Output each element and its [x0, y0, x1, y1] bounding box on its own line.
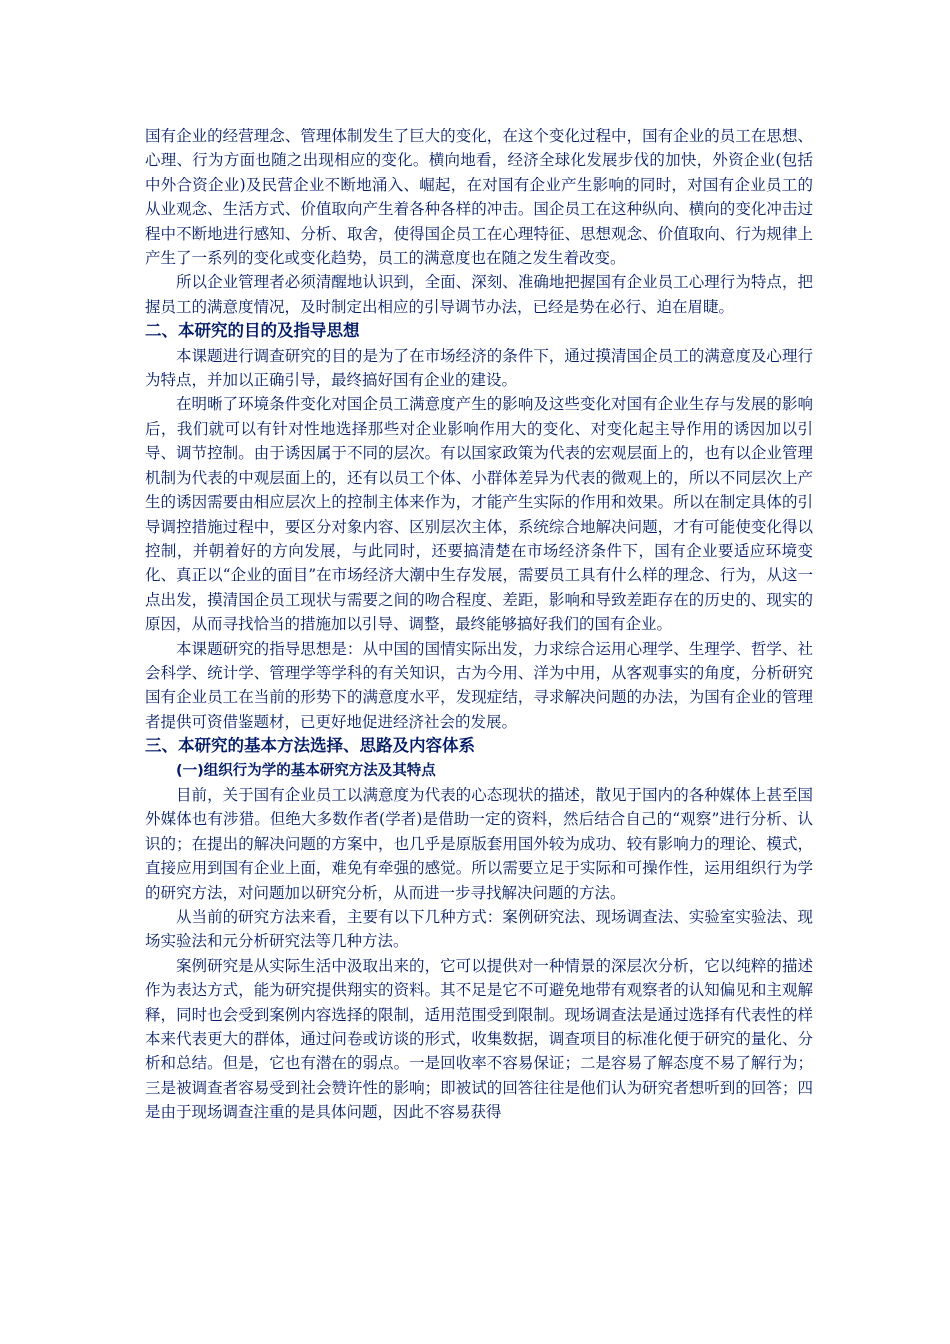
paragraph-guiding-thought: 本课题研究的指导思想是：从中国的国情实际出发，力求综合运用心理学、生理学、哲学、社会科学、统计学、管理学等学科的有关知识，古为今用、洋为中用，从客观事实的角度，分析研究国有企业员工在当前的形势下的满意度水平，发现症结，寻求解决问题的办法，为国有企业的管理者提供可资借鉴题材，已更好地促进经济社会的发展。	[145, 639, 813, 731]
section-heading-purpose: 二、本研究的目的及指导思想	[145, 321, 360, 341]
section-heading-methods: 三、本研究的基本方法选择、思路及内容体系	[145, 736, 475, 756]
paragraph-research-purpose: 本课题进行调查研究的目的是为了在市场经济的条件下，通过摸清国企员工的满意度及心理行为特点，并加以正确引导，最终搞好国有企业的建设。	[145, 346, 813, 390]
paragraph-case-and-survey: 案例研究是从实际生活中汲取出来的，它可以提供对一种情景的深层次分析，它以纯粹的描述作为表达方式，能为研究提供翔实的资料。其不足是它不可避免地带有观察者的认知偏见和主观解释，同时也会受到案例内容选择的限制，适用范围受到限制。现场调查法是通过选择有代表性的样本来代表更大的群体，通过问卷或访谈的形式，收集数据，调查项目的标准化便于研究的量化、分析和总结。但是，它也有潜在的弱点。一是回收率不容易保证；二是容易了解态度不易了解行为；三是被调查者容易受到社会赞许性的影响；即被试的回答往往是他们认为研究者想听到的回答；四是由于现场调查注重的是具体问题，因此不容易获得	[145, 956, 813, 1122]
document-page	[145, 124, 813, 1125]
paragraph-management-awareness: 所以企业管理者必须清醒地认识到，全面、深刻、准确地把握国有企业员工心理行为特点，把握员工的满意度情况，及时制定出相应的引导调节办法，已经是势在必行、迫在眉睫。	[145, 273, 813, 316]
paragraph-reform-impact: 国有企业的经营理念、管理体制发生了巨大的变化，在这个变化过程中，国有企业的员工在思想、心理、行为方面也随之出现相应的变化。横向地看，经济全球化发展步伐的加快，外资企业(包括中外合资企业)及民营企业不断地涌入、崛起，在对国有企业产生影响的同时，对国有企业员工的从业观念、生活方式、价值取向产生着各种各样的冲击。国企员工在这种纵向、横向的变化冲击过程中不断地进行感知、分析、取舍，使得国企员工在心理特征、思想观念、价值取向、行为规律上产生了一系列的变化或变化趋势，员工的满意度也在随之发生着改变。	[145, 127, 813, 268]
paragraph-method-list: 从当前的研究方法来看，主要有以下几种方式：案例研究法、现场调查法、实验室实验法、现场实验法和元分析研究法等几种方法。	[145, 908, 813, 951]
paragraph-current-descriptions: 目前，关于国有企业员工以满意度为代表的心态现状的描述，散见于国内的各种媒体上甚至国外媒体也有涉猎。但绝大多数作者(学者)是借助一定的资料，然后结合自己的“观察”进行分析、认识的；在提出的解决问题的方案中，也几乎是原版套用国外较为成功、较有影响力的理论、模式，直接应用到国有企业上面，难免有牵强的感觉。所以需要立足于实际和可操作性，运用组织行为学的研究方法，对问题加以研究分析，从而进一步寻找解决问题的方法。	[145, 785, 813, 902]
subsection-heading-ob-methods: (一)组织行为学的基本研究方法及其特点	[176, 762, 436, 779]
paragraph-guidance-control: 在明晰了环境条件变化对国企员工满意度产生的影响及这些变化对国有企业生存与发展的影响后，我们就可以有针对性地选择那些对企业影响作用大的变化、对变化起主导作用的诱因加以引导、调节控制。由于诱因属于不同的层次。有以国家政策为代表的宏观层面上的，也有以企业管理机制为代表的中观层面上的，还有以员工个体、小群体差异为代表的微观上的，所以不同层次上产生的诱因需要由相应层次上的控制主体来作为，才能产生实际的作用和效果。所以在制定具体的引导调控措施过程中，要区分对象内容、区别层次主体，系统综合地解决问题，才有可能使变化得以控制，并朝着好的方向发展，与此同时，还要搞清楚在市场经济条件下，国有企业要适应环境变化、真正以“企业的面目”在市场经济大潮中生存发展，需要员工具有什么样的理念、行为，从这一点出发，摸清国企员工现状与需要之间的吻合程度、差距，影响和导致差距存在的历史的、现实的原因，从而寻找恰当的措施加以引导、调整，最终能够搞好我们的国有企业。	[145, 395, 813, 634]
